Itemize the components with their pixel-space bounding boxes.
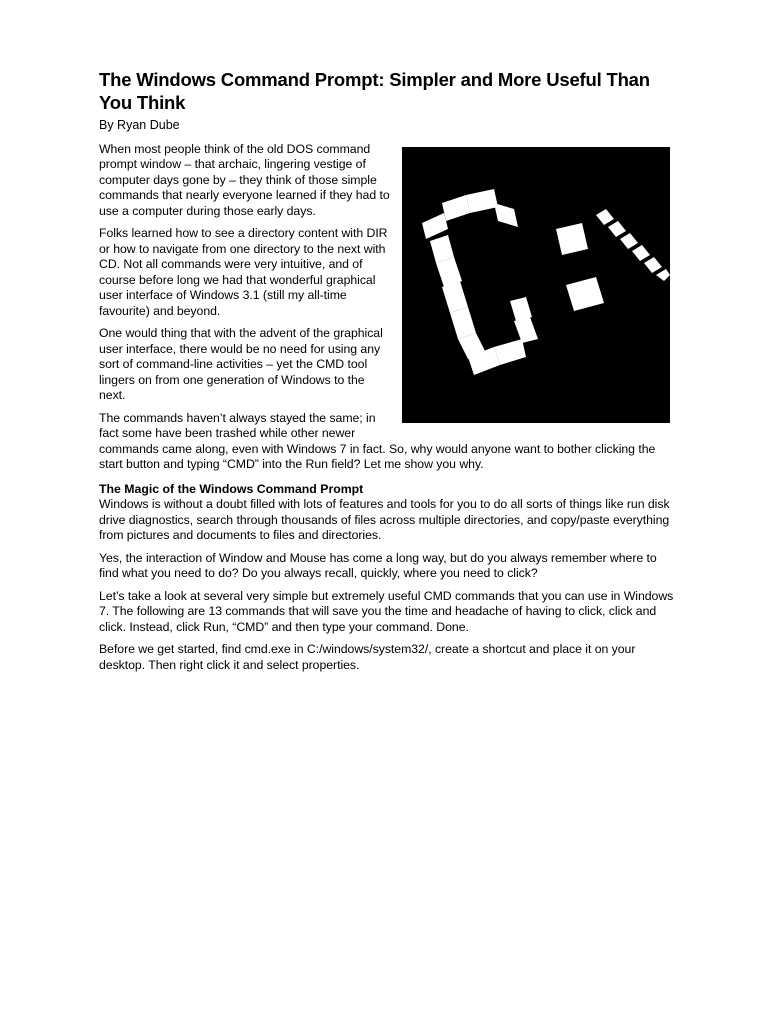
magic-section [99, 497, 675, 673]
paragraph: Yes, the interaction of Window and Mouse has come a long way, but do you always remember where to find what you need to do? Do you always recall, quickly, where you need to click? [99, 550, 657, 580]
paragraph: Folks learned how to see a directory content with DIR or how to navigate from one directory to the next with CD. Not all commands were very intuitive, and of course before long we had that wonderful graphical user interface of Windows 3.1 (still my all-time favourite) and beyond. [99, 226, 388, 318]
paragraph: Let’s take a look at several very simple but extremely useful CMD commands that you can use in Windows 7. The following are 13 commands that will save you the time and headache of having to click, click and click. Instead, click Run, “CMD” and then type your command. Done. [99, 588, 674, 634]
article-title: The Windows Command Prompt: Simpler and More Useful Than You Think [99, 69, 650, 113]
article-byline: By Ryan Dube [99, 118, 180, 132]
paragraph: One would thing that with the advent of the graphical user interface, there would be no need for using any sort of command-line activities – yet the CMD tool lingers on from one generation of Windows to the next. [99, 326, 383, 402]
paragraph: The commands haven’t always stayed the same; in fact some have been trashed while other newer commands came along, even with Windows 7 in fact. So, why would anyone want to bother clicking the start button and typing “CMD” into the Run field? Let me show you why. [99, 410, 656, 471]
paragraph: Before we get started, find cmd.exe in C:/windows/system32/, create a shortcut and place it on your desktop. Then right click it and select properties. [99, 642, 636, 672]
article [99, 68, 675, 680]
cmd-prompt-image [402, 147, 670, 423]
paragraph: Windows is without a doubt filled with lots of features and tools for you to do all sorts of things like run disk drive diagnostics, search through thousands of files across multiple directories, and copy/paste everything from pictures and documents to files and directories. [99, 497, 670, 542]
section-heading: The Magic of the Windows Command Prompt [99, 481, 364, 496]
cmd-prompt-logo-icon [402, 147, 670, 423]
paragraph: When most people think of the old DOS command prompt window – that archaic, lingering vestige of computer days gone by – they think of those simple commands that nearly everyone learned if they had to use a computer during those early days. [99, 141, 390, 218]
